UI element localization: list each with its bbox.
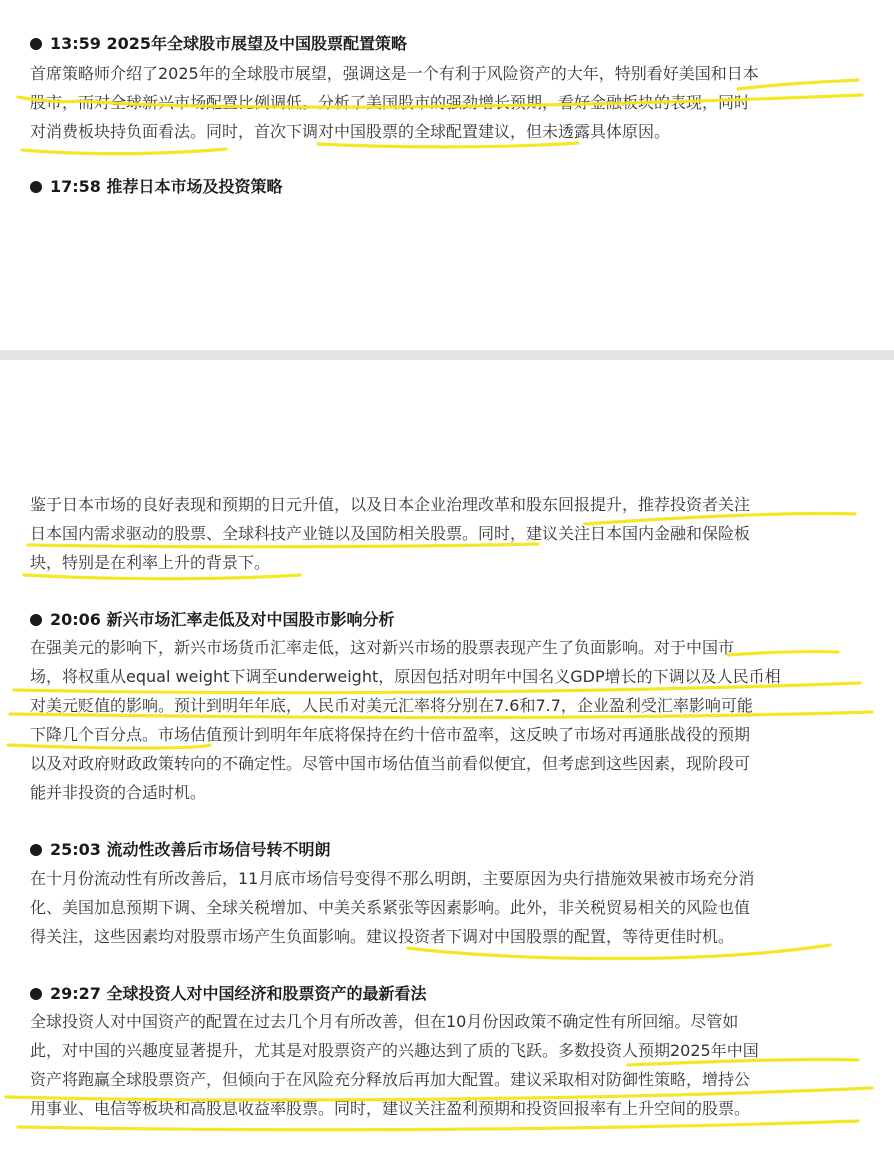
text-line: 股市，而对全球新兴市场配置比例调低。分析了美国股市的强劲增长预期，看好金融板块的表现，同时 (30, 93, 751, 112)
text-line: 对美元贬值的影响。预计到明年年底，人民币对美元汇率将分别在7.6和7.7，企业盈利受汇率影响可能 (30, 696, 753, 715)
bullet-icon (30, 181, 42, 193)
section-time: 20:06 (50, 610, 101, 629)
text-line: 以及对政府财政政策转向的不确定性。尽管中国市场估值当前看似便宜，但考虑到这些因素，现阶段可 (30, 754, 751, 773)
text-line: 化、美国加息预期下调、全球关税增加、中美关系紧张等因素影响。此外，非关税贸易相关的风险也值 (30, 898, 751, 917)
section-heading-2 (30, 175, 283, 199)
text-line: 场，将权重从equal weight下调至underweight，原因包括对明年中国名义GDP增长的下调以及人民币相 (30, 667, 781, 686)
text-line: 对消费板块持负面看法。同时，首次下调对中国股票的全球配置建议，但未透露具体原因。 (30, 122, 671, 141)
section-body-4 (30, 864, 860, 951)
page-panel-top (0, 0, 894, 350)
section-body-1 (30, 59, 860, 146)
bullet-icon (30, 614, 42, 626)
section-heading-1 (30, 32, 407, 56)
text-line: 全球投资人对中国资产的配置在过去几个月有所改善，但在10月份因政策不确定性有所回缩。尽管如 (30, 1012, 739, 1031)
text-line: 资产将跑赢全球股票资产，但倾向于在风险充分释放后再加大配置。建议采取相对防御性策略，增持公 (30, 1070, 751, 1089)
text-line: 下降几个百分点。市场估值预计到明年年底将保持在约十倍市盈率，这反映了市场对再通胀战役的预期 (30, 725, 751, 744)
section-time: 29:27 (50, 984, 101, 1003)
text-line: 在十月份流动性有所改善后，11月底市场信号变得不那么明朗，主要原因为央行措施效果被市场充分消 (30, 869, 755, 888)
section-time: 13:59 (50, 34, 101, 53)
text-line: 鉴于日本市场的良好表现和预期的日元升值，以及日本企业治理改革和股东回报提升，推荐投资者关注 (30, 495, 751, 514)
bullet-icon (30, 38, 42, 50)
text-line: 首席策略师介绍了2025年的全球股市展望，强调这是一个有利于风险资产的大年，特别看好美国和日本 (30, 64, 759, 83)
section-body-5 (30, 1007, 860, 1123)
section-title: 流动性改善后市场信号转不明朗 (106, 840, 331, 859)
text-line: 块，特别是在利率上升的背景下。 (30, 553, 271, 572)
page-panel-bottom (0, 360, 894, 1155)
page-divider (0, 350, 894, 360)
text-line: 得关注，这些因素均对股票市场产生负面影响。建议投资者下调对中国股票的配置，等待更佳时机。 (30, 927, 735, 946)
text-line: 用事业、电信等板块和高股息收益率股票。同时，建议关注盈利预期和投资回报率有上升空间的股票。 (30, 1099, 751, 1118)
text-line: 日本国内需求驱动的股票、全球科技产业链以及国防相关股票。同时，建议关注日本国内金融和保险板 (30, 524, 751, 543)
section-time: 17:58 (50, 177, 101, 196)
section-heading-3 (30, 608, 395, 632)
text-line: 此，对中国的兴趣度显著提升，尤其是对股票资产的兴趣达到了质的飞跃。多数投资人预期2025年中国 (30, 1041, 759, 1060)
section-title: 推荐日本市场及投资策略 (106, 177, 283, 196)
section-title: 全球投资人对中国经济和股票资产的最新看法 (106, 984, 427, 1003)
bullet-icon (30, 844, 42, 856)
bullet-icon (30, 988, 42, 1000)
section-body-2 (30, 490, 860, 577)
section-time: 25:03 (50, 840, 101, 859)
section-title: 2025年全球股市展望及中国股票配置策略 (106, 34, 408, 53)
section-heading-4 (30, 838, 331, 862)
section-body-3 (30, 633, 860, 807)
text-line: 能并非投资的合适时机。 (30, 783, 207, 802)
section-title: 新兴市场汇率走低及对中国股市影响分析 (106, 610, 395, 629)
text-line: 在强美元的影响下，新兴市场货币汇率走低，这对新兴市场的股票表现产生了负面影响。对于中国市 (30, 638, 735, 657)
section-heading-5 (30, 982, 427, 1006)
